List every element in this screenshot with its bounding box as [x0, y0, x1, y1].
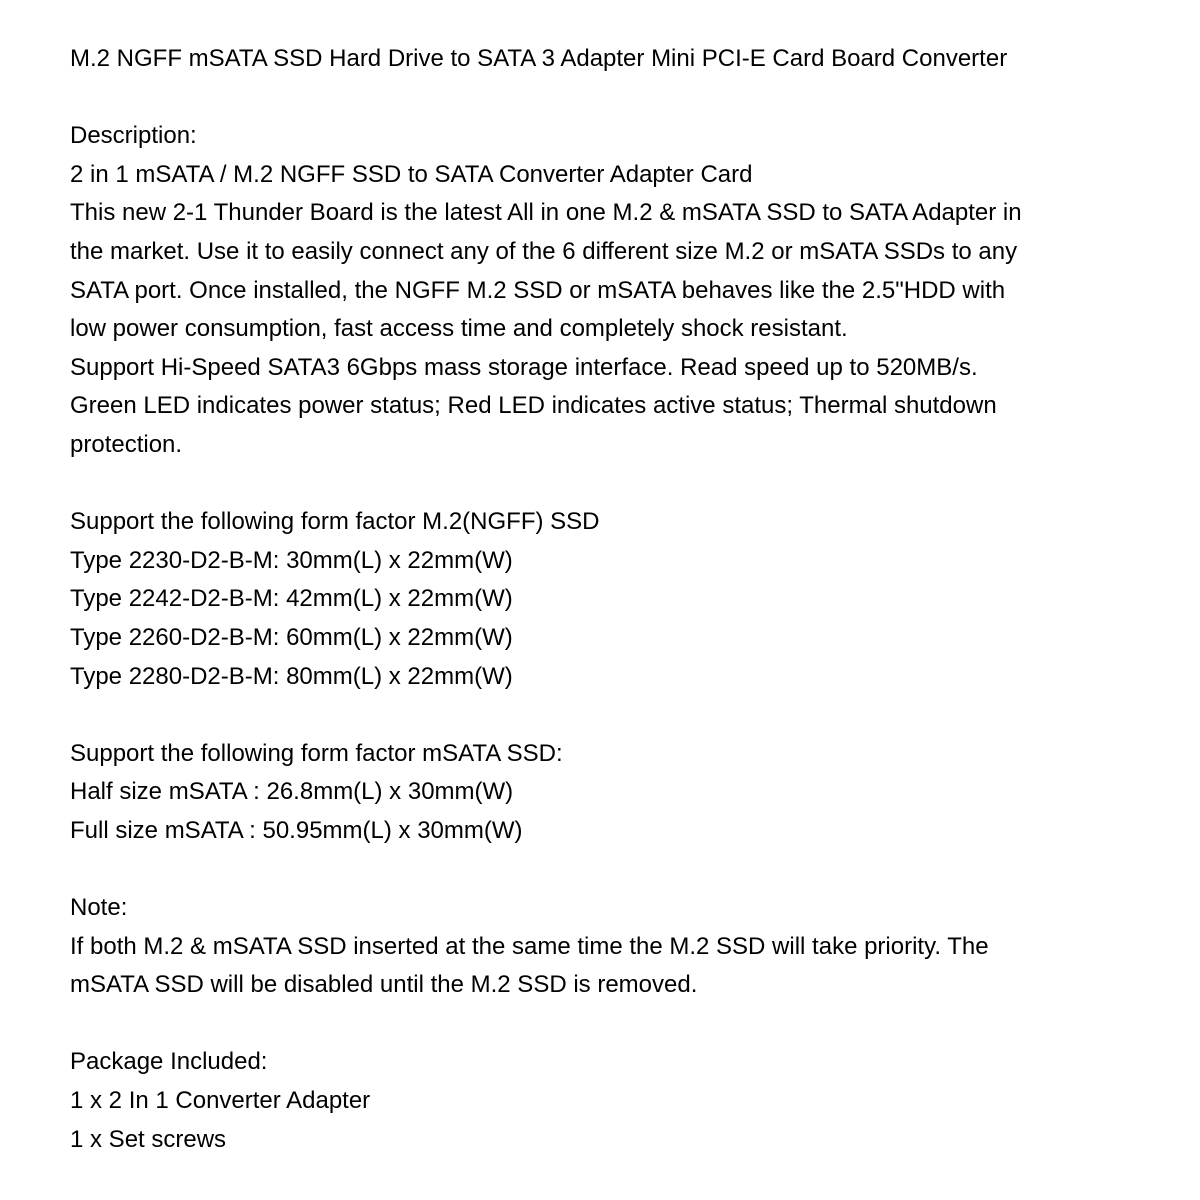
text-line: Support Hi-Speed SATA3 6Gbps mass storage interface. Read speed up to 520MB/s. [70, 353, 978, 381]
text-line: Type 2280-D2-B-M: 80mm(L) x 22mm(W) [70, 662, 513, 690]
text-line: Type 2230-D2-B-M: 30mm(L) x 22mm(W) [70, 546, 513, 574]
text-line: 1 x 2 In 1 Converter Adapter [70, 1087, 371, 1115]
note-heading: Note: [70, 894, 128, 922]
text-line: 1 x Set screws [70, 1125, 227, 1153]
text-line: Half size mSATA : 26.8mm(L) x 30mm(W) [70, 778, 514, 806]
text-line: Type 2242-D2-B-M: 42mm(L) x 22mm(W) [70, 585, 513, 613]
text-line: protection. [70, 430, 183, 458]
section-note [70, 889, 1180, 1005]
text-line: 2 in 1 mSATA / M.2 NGFF SSD to SATA Converter Adapter Card [70, 160, 753, 188]
section-m2-form-factors [70, 503, 1180, 696]
text-line: the market. Use it to easily connect any of the 6 different size M.2 or mSATA SSDs to any [70, 237, 1018, 265]
package-included-heading: Package Included: [70, 1048, 268, 1076]
m2-form-factors-heading: Support the following form factor M.2(NGFF) SSD [70, 508, 600, 536]
text-line: Full size mSATA : 50.95mm(L) x 30mm(W) [70, 816, 523, 844]
section-package-included [70, 1043, 1180, 1159]
text-line: mSATA SSD will be disabled until the M.2 SSD is removed. [70, 971, 698, 999]
text-line: Green LED indicates power status; Red LED indicates active status; Thermal shutdown [70, 392, 997, 420]
text-line: If both M.2 & mSATA SSD inserted at the same time the M.2 SSD will take priority. The [70, 932, 989, 960]
section-description [70, 117, 1180, 464]
document-title: M.2 NGFF mSATA SSD Hard Drive to SATA 3 Adapter Mini PCI-E Card Board Converter [70, 45, 1008, 72]
msata-form-factors-heading: Support the following form factor mSATA SSD: [70, 739, 563, 767]
text-line: SATA port. Once installed, the NGFF M.2 SSD or mSATA behaves like the 2.5"HDD with [70, 276, 1006, 304]
text-line: low power consumption, fast access time and completely shock resistant. [70, 315, 848, 343]
text-line: This new 2-1 Thunder Board is the latest All in one M.2 & mSATA SSD to SATA Adapter in [70, 199, 1022, 227]
text-line: Type 2260-D2-B-M: 60mm(L) x 22mm(W) [70, 623, 513, 651]
description-heading: Description: [70, 122, 197, 150]
section-msata-form-factors [70, 735, 1180, 851]
